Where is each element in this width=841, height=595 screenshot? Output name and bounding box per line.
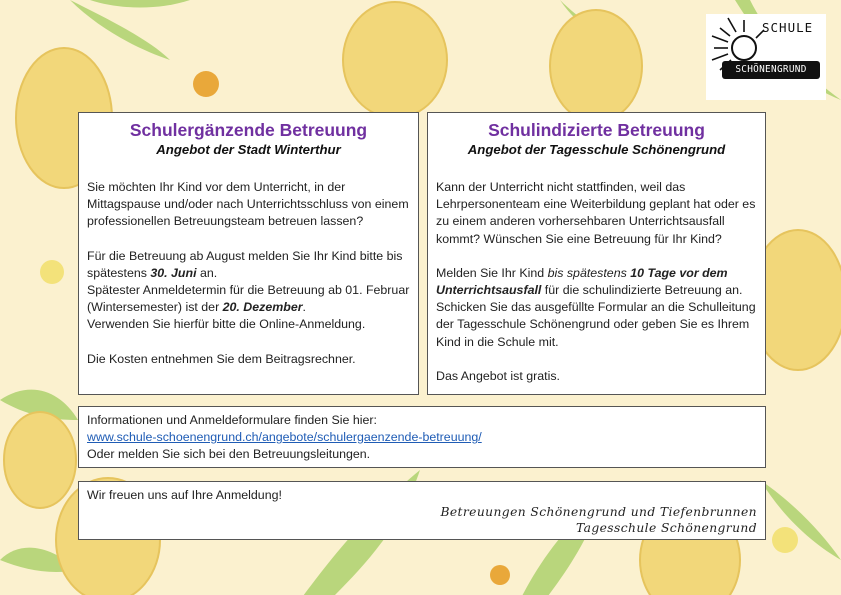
- thanks-line: Wir freuen uns auf Ihre Anmeldung!: [87, 488, 282, 502]
- left-intro: Sie möchten Ihr Kind vor dem Unterricht, in der Mittagspause und/oder nach Unterrichtsschluss von einem professionellen Betreuungsteam betreuen lassen?: [87, 180, 409, 229]
- deadline-date-june: 30. Juni: [150, 265, 197, 280]
- info-contact-line: Oder melden Sie sich bei den Betreuungsleitungen.: [87, 447, 371, 462]
- left-subtitle: Angebot der Stadt Winterthur: [156, 142, 341, 157]
- info-line: Informationen und Anmeldeformulare finden Sie hier:: [87, 413, 377, 427]
- right-free-note: Das Angebot ist gratis.: [436, 368, 560, 383]
- signature-betreuungen: Betreuungen Schönengrund und Tiefenbrunnen: [440, 505, 757, 520]
- signature-tagesschule: Tagesschule Schönengrund: [575, 521, 757, 536]
- left-deadline-august: Für die Betreuung ab August melden Sie Ihr Kind bitte bis spätestens 30. Juni an.: [87, 248, 403, 280]
- thanks-box: [78, 481, 766, 540]
- right-title: Schulindizierte Betreuung: [488, 120, 705, 140]
- betreuung-website-link[interactable]: www.schule-schoenengrund.ch/angebote/schulergaenzende-betreuung/: [87, 430, 482, 445]
- schulindizierte-box: [427, 112, 766, 395]
- deadline-ten-days: 10 Tage vor dem Unterrichtsausfall: [436, 265, 728, 298]
- logo-name-banner: SCHÖNENGRUND: [722, 61, 820, 79]
- right-registration: Melden Sie Ihr Kind bis spätestens 10 Tage vor dem Unterrichtsausfall für die schulindizierte Betreuung an. Schicken Sie das ausgefüllte Formular an die Schulleitung der Tagesschule Schönengrund oder geben Sie es Ihrem Kind in die Schule mit.: [436, 265, 756, 349]
- left-costs-note: Die Kosten entnehmen Sie dem Beitragsrechner.: [87, 351, 356, 366]
- school-logo: [706, 14, 826, 100]
- schulergaenzende-box: [78, 112, 419, 395]
- left-title: Schulergänzende Betreuung: [129, 120, 368, 140]
- right-intro: Kann der Unterricht nicht stattfinden, weil das Lehrpersonenteam eine Weiterbildung geplant hat oder es zu einem anderen vorhersehbaren Unterrichtsausfall kommt? Wünschen Sie eine Betreuung für Ihr Kind?: [436, 180, 756, 246]
- left-deadline-february: Spätester Anmeldetermin für die Betreuung ab 01. Februar (Wintersemester) ist der 20. Dezember.: [87, 283, 410, 315]
- info-box: [78, 406, 766, 468]
- left-online-note: Verwenden Sie hierfür bitte die Online-Anmeldung.: [87, 317, 366, 332]
- right-subtitle: Angebot der Tagesschule Schönengrund: [467, 142, 726, 157]
- deadline-date-december: 20. Dezember: [222, 300, 303, 315]
- logo-school-text: SCHULE: [762, 20, 814, 35]
